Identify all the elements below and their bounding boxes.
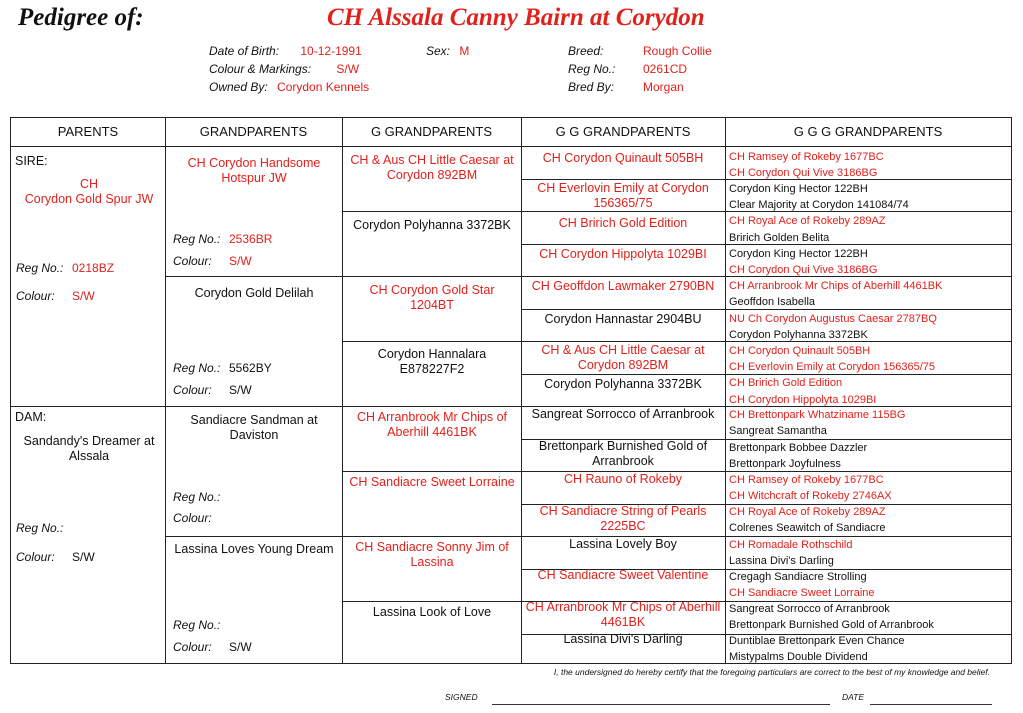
gg-grandparent: CH Geoffdon Lawmaker 2790BN (531, 279, 715, 293)
owned-by-value: Corydon Kennels (277, 80, 370, 94)
ggg-grandparent: CH Corydon Quinault 505BH (729, 345, 871, 357)
gg-grandparent: CH & Aus CH Little Caesar at Corydon 892BM (541, 343, 705, 372)
pedigree-table (10, 117, 1012, 664)
ggg-grandparent: CH Brettonpark Whatziname 115BG (729, 409, 906, 421)
ggg-grandparent: CH Arranbrook Mr Chips of Aberhill 4461BK (729, 280, 943, 292)
signature-line[interactable] (492, 704, 830, 705)
grandparent-name: Sandiacre Sandman at Daviston (190, 413, 318, 442)
ggg-grandparent: Colrenes Seawitch of Sandiacre (729, 522, 886, 534)
header-divider (11, 146, 1011, 147)
date-label: DATE (842, 692, 865, 702)
owner-row (209, 78, 369, 96)
breed-value: Rough Collie (643, 44, 712, 58)
gg-grandparent: CH Corydon Hippolyta 1029BI (539, 247, 707, 261)
dob-row (209, 42, 362, 60)
ggg-grandparent: Corydon King Hector 122BH (729, 183, 868, 195)
ggg-grandparent: Brettonpark Burnished Gold of Arranbrook (729, 619, 934, 631)
bred-by-value: Morgan (643, 80, 684, 94)
gg-grandparent: CH Everlovin Emily at Corydon 156365/75 (537, 181, 709, 210)
ggg-grandparent: CH Corydon Hippolyta 1029BI (729, 394, 877, 406)
page-title-label: Pedigree of: (18, 4, 144, 31)
g-grandparent: CH & Aus CH Little Caesar at Corydon 892BM (350, 153, 514, 182)
ggg-grandparent: NU Ch Corydon Augustus Caesar 2787BQ (729, 313, 937, 325)
sire-name: Corydon Gold Spur JW (24, 192, 154, 206)
ggg-grandparent: Duntiblae Brettonpark Even Chance (729, 635, 905, 647)
gg-grandparent: Corydon Polyhanna 3372BK (544, 377, 702, 391)
ggg-grandparent: CH Bririch Gold Edition (729, 377, 843, 389)
grandparent-colour: Colour: S/W (173, 640, 252, 654)
gg-grandparent: CH Sandiacre String of Pearls 2225BC (539, 504, 707, 533)
ggg-grandparent: CH Everlovin Emily at Corydon 156365/75 (729, 361, 936, 373)
gg-grandparent: CH Arranbrook Mr Chips of Aberhill 4461BK (525, 600, 721, 629)
dob-label: Date of Birth: (209, 44, 280, 58)
gg-grandparent: Lassina Divi's Darling (563, 632, 683, 646)
grandparent-name: Corydon Gold Delilah (194, 286, 314, 300)
gg-grandparent: CH Sandiacre Sweet Valentine (537, 568, 709, 582)
ggg-grandparent: Sangreat Sorrocco of Arranbrook (729, 603, 890, 615)
colour-row (209, 60, 359, 78)
colour-markings-value: S/W (336, 62, 360, 76)
ggg-grandparent: CH Royal Ace of Rokeby 289AZ (729, 506, 886, 518)
ggg-grandparent: Corydon Polyhanna 3372BK (729, 329, 868, 341)
ggg-grandparent: Brettonpark Bobbee Dazzler (729, 442, 868, 454)
grandparent-name: Lassina Loves Young Dream (174, 542, 334, 556)
ggg-grandparent: Cregagh Sandiacre Strolling (729, 571, 867, 583)
ggg-grandparent: CH Sandiacre Sweet Lorraine (729, 587, 875, 599)
bred-by-label: Bred By: (568, 80, 615, 94)
sex-value: M (459, 44, 470, 58)
ggg-grandparent: CH Romadale Rothschild (729, 539, 853, 551)
g-grandparent: CH Corydon Gold Star 1204BT (369, 283, 495, 312)
ggg-grandparent: CH Ramsey of Rokeby 1677BC (729, 151, 884, 163)
g-grandparent: CH Arranbrook Mr Chips of Aberhill 4461BK (356, 410, 508, 439)
dog-name-title: CH Alssala Canny Bairn at Corydon (327, 4, 705, 31)
col-header-parents: PARENTS (57, 124, 119, 139)
ggg-grandparent: Brettonpark Joyfulness (729, 458, 841, 470)
col-divider (342, 118, 343, 663)
certification-text: I, the undersigned do hereby certify that the foregoing particulars are correct to the best of my knowledge and belief. (553, 667, 990, 677)
gg-grandparent: Brettonpark Burnished Gold of Arranbrook (538, 439, 708, 468)
reg-label: Reg No.: (568, 62, 616, 76)
col-header-g-grandparents: G GRANDPARENTS (370, 124, 493, 139)
colour-markings-label: Colour & Markings: (209, 62, 312, 76)
ggg-grandparent: CH Corydon Qui Vive 3186BG (729, 264, 878, 276)
row-divider (342, 341, 1011, 342)
col-header-ggg-grandparents: G G G GRANDPARENTS (793, 124, 943, 139)
ggg-grandparent: Lassina Divi's Darling (729, 555, 834, 567)
g-grandparent: Lassina Look of Love (372, 605, 492, 619)
dam-name: Sandandy's Dreamer at Alssala (23, 434, 155, 463)
grandparent-reg: Reg No.: (173, 490, 221, 504)
col-header-gg-grandparents: G G GRANDPARENTS (555, 124, 691, 139)
date-line[interactable] (870, 704, 992, 705)
grandparent-reg: Reg No.: 2536BR (173, 232, 273, 246)
gg-grandparent: Sangreat Sorrocco of Arranbrook (531, 407, 715, 421)
sire-prefix: CH (79, 177, 99, 191)
sire-heading: SIRE: (15, 154, 48, 168)
grandparent-reg: Reg No.: (173, 618, 221, 632)
col-divider (521, 118, 522, 663)
g-grandparent: CH Sandiacre Sonny Jim of Lassina (355, 540, 509, 569)
breed-row (568, 42, 712, 60)
reg-row (568, 60, 687, 78)
breed-label: Breed: (568, 44, 604, 58)
ggg-grandparent: CH Witchcraft of Rokeby 2746AX (729, 490, 892, 502)
ggg-grandparent: Sangreat Samantha (729, 425, 827, 437)
g-grandparent: Corydon Hannalara E878227F2 (377, 347, 487, 376)
gg-grandparent: CH Bririch Gold Edition (558, 216, 688, 230)
ggg-grandparent: Corydon King Hector 122BH (729, 248, 868, 260)
sex-row (426, 42, 469, 60)
dob-value: 10-12-1991 (300, 44, 362, 58)
ggg-grandparent: Mistypalms Double Dividend (729, 651, 868, 663)
grandparent-colour: Colour: S/W (173, 254, 252, 268)
ggg-grandparent: Bririch Golden Belita (729, 232, 830, 244)
row-divider (342, 211, 1011, 212)
reg-value: 0261CD (643, 62, 688, 76)
ggg-grandparent: Geoffdon Isabella (729, 296, 816, 308)
grandparent-reg: Reg No.: 5562BY (173, 361, 272, 375)
sire-reg: Reg No.: 0218BZ (16, 261, 115, 275)
col-divider (165, 118, 166, 663)
ggg-grandparent: Clear Majority at Corydon 141084/74 (729, 199, 909, 211)
gg-grandparent: CH Rauno of Rokeby (563, 472, 683, 486)
ggg-grandparent: CH Ramsey of Rokeby 1677BC (729, 474, 884, 486)
sire-colour: Colour: S/W (16, 289, 95, 303)
grandparent-name: CH Corydon Handsome Hotspur JW (187, 156, 321, 185)
ggg-grandparent: CH Corydon Qui Vive 3186BG (729, 167, 878, 179)
grandparent-colour: Colour: (173, 511, 212, 525)
signed-label: SIGNED (445, 692, 478, 702)
g-grandparent: Corydon Polyhanna 3372BK (353, 218, 511, 232)
ggg-grandparent: CH Royal Ace of Rokeby 289AZ (729, 215, 886, 227)
col-divider (725, 118, 726, 663)
col-header-grandparents: GRANDPARENTS (199, 124, 308, 139)
sex-label: Sex: (426, 44, 451, 58)
owned-by-label: Owned By: (209, 80, 268, 94)
dam-colour: Colour: S/W (16, 550, 95, 564)
row-divider (165, 276, 1011, 277)
dam-reg: Reg No.: (16, 521, 64, 535)
bred-by-row (568, 78, 684, 96)
grandparent-colour: Colour: S/W (173, 383, 252, 397)
gg-grandparent: CH Corydon Quinault 505BH (542, 151, 704, 165)
g-grandparent: CH Sandiacre Sweet Lorraine (349, 475, 515, 489)
gg-grandparent: Corydon Hannastar 2904BU (544, 312, 702, 326)
gg-grandparent: Lassina Lovely Boy (569, 537, 677, 551)
dam-heading: DAM: (15, 410, 47, 424)
